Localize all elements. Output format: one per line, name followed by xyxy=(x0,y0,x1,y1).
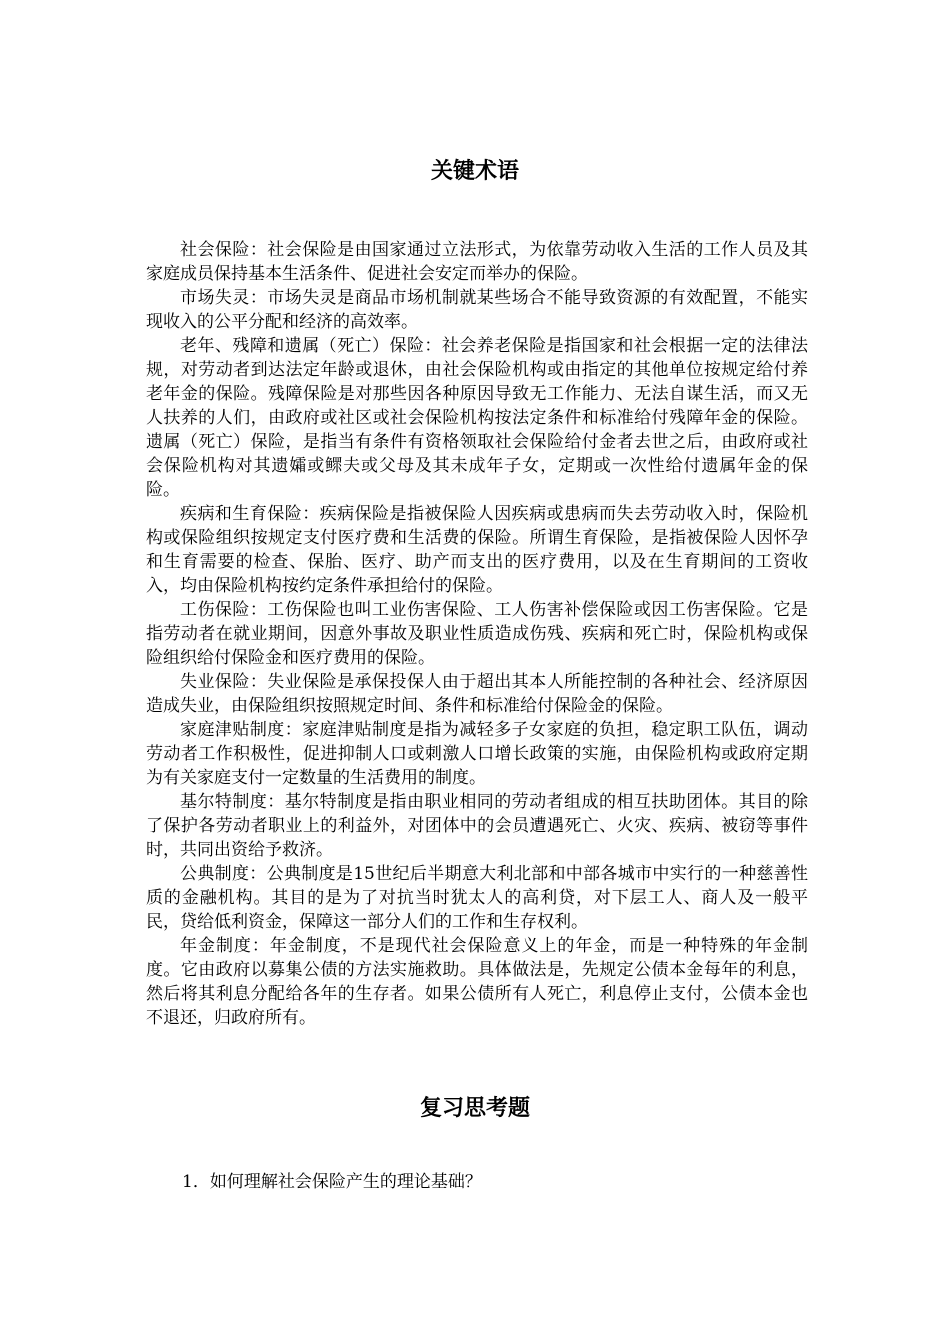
term-paragraph: 疾病和生育保险：疾病保险是指被保险人因疾病或患病而失去劳动收入时，保险机构或保险组织按规定支付医疗费和生活费的保险。所谓生育保险，是指被保险人因怀孕和生育需要的检查、保胎、医疗、助产而支出的医疗费用，以及在生育期间的工资收入，均由保险机构按约定条件承担给付的保险。 xyxy=(146,504,808,596)
section-title-review-questions: 复习思考题 xyxy=(419,1095,530,1121)
term-paragraph: 社会保险：社会保险是由国家通过立法形式，为依靠劳动收入生活的工作人员及其家庭成员保持基本生活条件、促进社会安定而举办的保险。 xyxy=(146,240,808,284)
section-title-key-terms: 关键术语 xyxy=(430,158,519,184)
term-paragraph: 家庭津贴制度：家庭津贴制度是指为减轻多子女家庭的负担，稳定职工队伍，调动劳动者工作积极性，促进抑制人口或刺激人口增长政策的实施，由保险机构或政府定期为有关家庭支付一定数量的生活费用的制度。 xyxy=(146,720,808,788)
term-paragraph: 老年、残障和遗属（死亡）保险：社会养老保险是指国家和社会根据一定的法律法规，对劳动者到达法定年龄或退休，由社会保险机构或由指定的其他单位按规定给付养老年金的保险。残障保险是对那些因各种原因导致无工作能力、无法自谋生活，而又无人扶养的人们，由政府或社区或社会保险机构按法定条件和标准给付残障年金的保险。遗属（死亡）保险，是指当有条件有资格领取社会保险给付金者去世之后，由政府或社会保险机构对其遗孀或鳏夫或父母及其未成年子女，定期或一次性给付遗属年金的保险。 xyxy=(146,336,808,500)
term-paragraph: 基尔特制度：基尔特制度是指由职业相同的劳动者组成的相互扶助团体。其目的除了保护各劳动者职业上的利益外，对团体中的会员遭遇死亡、火灾、疾病、被窃等事件时，共同出资给予救济。 xyxy=(146,792,808,860)
term-paragraph: 公典制度：公典制度是15世纪后半期意大利北部和中部各城市中实行的一种慈善性质的金融机构。其目的是为了对抗当时犹太人的高利贷，对下层工人、商人及一般平民，贷给低利资金，保障这一部分人们的工作和生存权利。 xyxy=(146,864,808,932)
review-question: 1．如何理解社会保险产生的理论基础？ xyxy=(182,1172,482,1192)
term-paragraph: 年金制度：年金制度，不是现代社会保险意义上的年金，而是一种特殊的年金制度。它由政府以募集公债的方法实施救助。具体做法是，先规定公债本金每年的利息，然后将其利息分配给各年的生存者。如果公债所有人死亡，利息停止支付，公债本金也不退还，归政府所有。 xyxy=(146,936,808,1028)
term-paragraph: 失业保险：失业保险是承保投保人由于超出其本人所能控制的各种社会、经济原因造成失业，由保险组织按照规定时间、条件和标准给付保险金的保险。 xyxy=(146,672,808,716)
term-paragraph: 工伤保险：工伤保险也叫工业伤害保险、工人伤害补偿保险或因工伤害保险。它是指劳动者在就业期间，因意外事故及职业性质造成伤残、疾病和死亡时，保险机构或保险组织给付保险金和医疗费用的保险。 xyxy=(146,600,808,668)
key-terms-body xyxy=(146,238,808,1030)
term-paragraph: 市场失灵：市场失灵是商品市场机制就某些场合不能导致资源的有效配置，不能实现收入的公平分配和经济的高效率。 xyxy=(146,288,808,332)
